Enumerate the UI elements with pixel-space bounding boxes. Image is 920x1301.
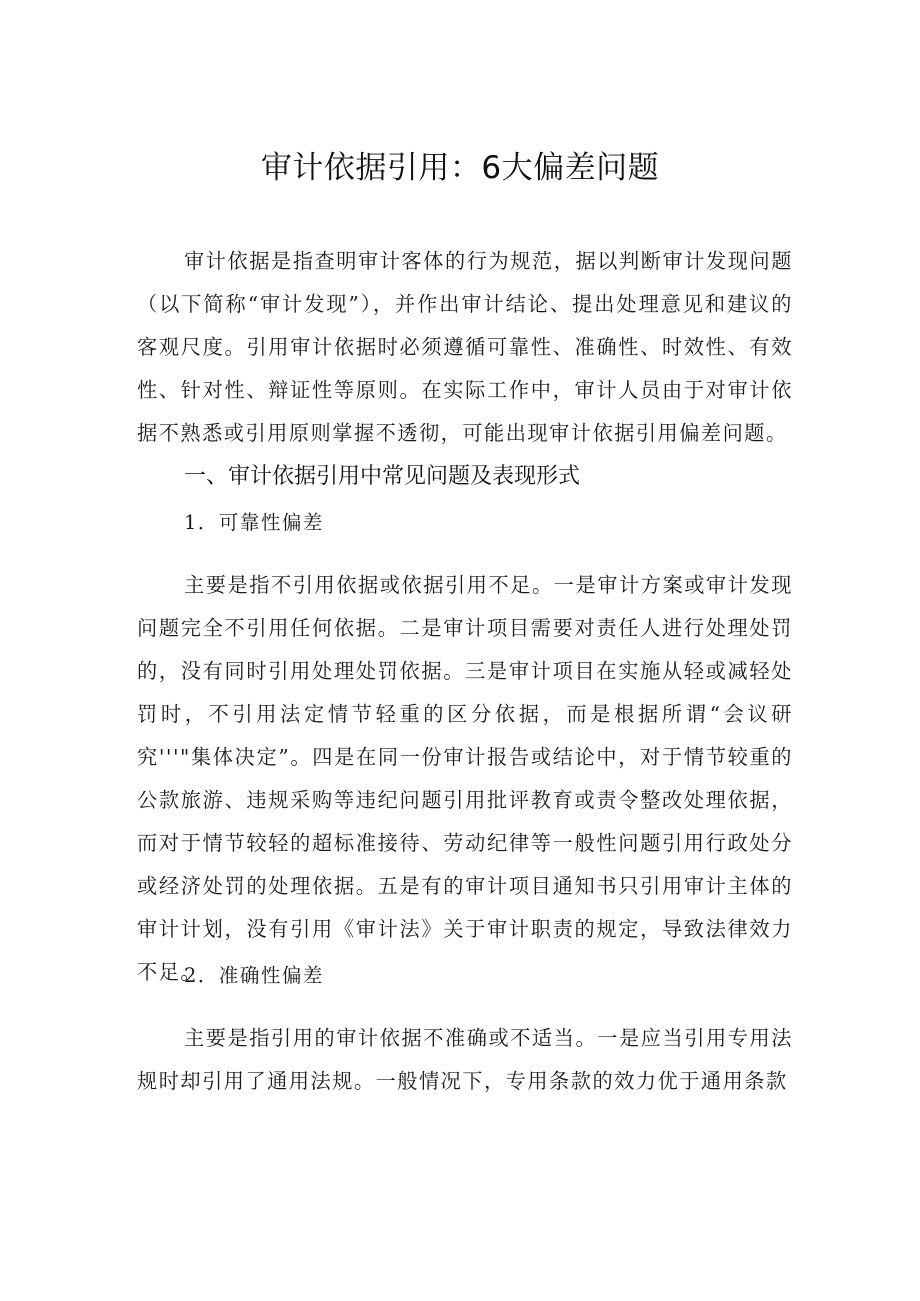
item2-paragraph: 主要是指引用的审计依据不准确或不适当。一是应当引用专用法规时却引用了通用法规。一般情况下，专用条款的效力优于通用条款 <box>137 1026 793 1093</box>
section-heading: 一、审计依据引用中常见问题及表现形式 <box>184 464 581 489</box>
intro-paragraph: 审计依据是指查明审计客体的行为规范，据以判断审计发现问题（以下简称“审计发现”），并作出审计结论、提出处理意见和建议的客观尺度。引用审计依据时必须遵循可靠性、准确性、时效性、有效性、针对性、辩证性等原则。在实际工作中，审计人员由于对审计依据不熟悉或引用原则掌握不透彻，可能出现审计依据引用偏差问题。 <box>137 249 793 445</box>
item2-heading: 2．准确性偏差 <box>184 964 324 987</box>
item1-heading: 1．可靠性偏差 <box>184 511 324 534</box>
item1-paragraph: 主要是指不引用依据或依据引用不足。一是审计方案或审计发现问题完全不引用任何依据。二是审计项目需要对责任人进行处理处罚的，没有同时引用处理处罚依据。三是审计项目在实施从轻或减轻处罚时，不引用法定情节轻重的区分依据，而是根据所谓“会议研究'''"集体决定”。四是在同一份审计报告或结论中，对于情节较重的公款旅游、违规采购等违纪问题引用批评教育或责令整改处理依据，而对于情节较轻的超标准接待、劳动纪律等一般性问题引用行政处分或经济处罚的处理依据。五是有的审计项目通知书只引用审计主体的审计计划，没有引用《审计法》关于审计职责的规定，导致法律效力不足。 <box>137 573 793 984</box>
document-title: 审计依据引用：6大偏差问题 <box>260 150 660 186</box>
